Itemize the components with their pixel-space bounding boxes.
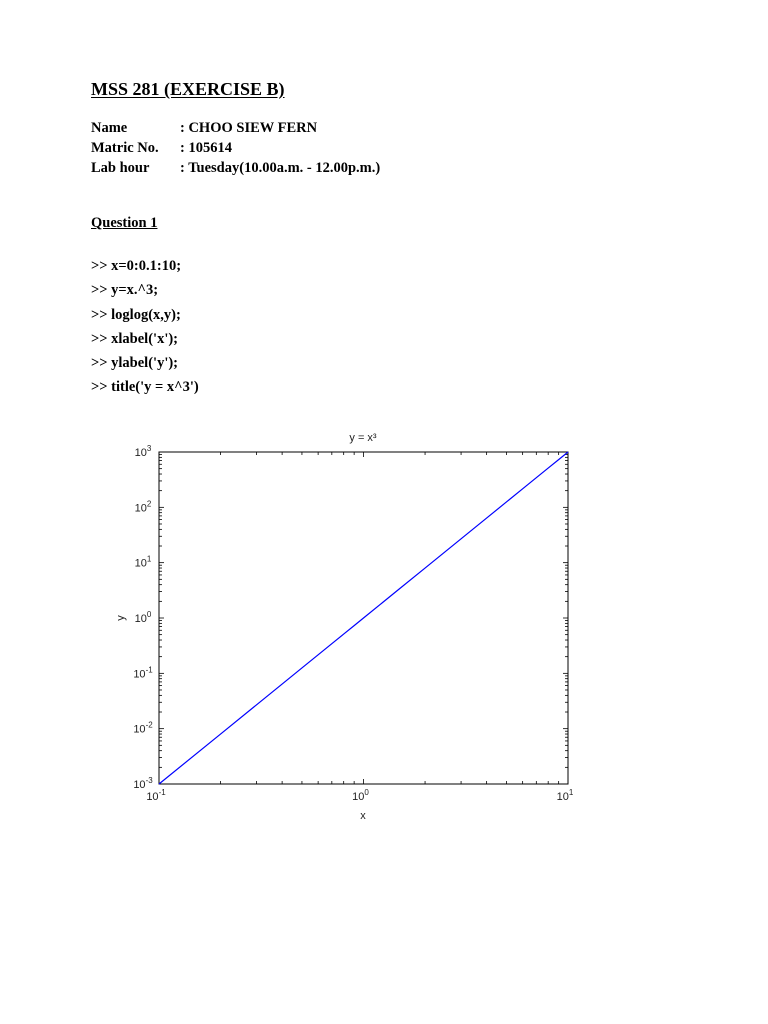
- y-axis-label: y: [115, 615, 127, 621]
- y-tick-label: $10^{-2}$: [133, 720, 153, 736]
- y-tick-label: $10^3$: [134, 444, 152, 459]
- info-label: Name: [91, 120, 128, 136]
- code-line: >> loglog(x,y);: [91, 306, 181, 323]
- info-value: : 105614: [180, 140, 232, 156]
- x-tick-label: $10^{-1}$: [146, 788, 166, 803]
- y-tick-label: $10^{-3}$: [133, 776, 153, 791]
- x-axis-tick-labels: [146, 788, 574, 803]
- code-line: >> x=0:0.1:10;: [91, 258, 182, 274]
- code-line: >> y=x.^3;: [91, 282, 159, 299]
- info-value: : Tuesday(10.00a.m. - 12.00p.m.): [180, 160, 381, 176]
- y-tick-label: $10^0$: [134, 610, 152, 625]
- x-tick-label: $10^1$: [556, 788, 574, 803]
- chart-title: y = x³: [349, 432, 377, 444]
- y-tick-label: $10^{-1}$: [133, 665, 153, 681]
- code-line: >> title('y = x^3'): [91, 379, 199, 396]
- code-line: >> xlabel('x');: [91, 330, 178, 347]
- code-line: >> ylabel('y');: [91, 355, 178, 372]
- info-label: Matric No.: [91, 140, 159, 156]
- info-value: : CHOO SIEW FERN: [180, 120, 318, 136]
- x-axis-label: x: [360, 810, 366, 822]
- x-tick-label: $10^0$: [352, 788, 369, 803]
- y-tick-label: $10^2$: [134, 499, 152, 515]
- question-heading: Question 1: [91, 215, 158, 231]
- y-tick-label: $10^1$: [134, 554, 152, 570]
- document-title: MSS 281 (EXERCISE B): [91, 79, 285, 99]
- y-axis-tick-labels: [133, 444, 153, 791]
- info-label: Lab hour: [91, 160, 150, 176]
